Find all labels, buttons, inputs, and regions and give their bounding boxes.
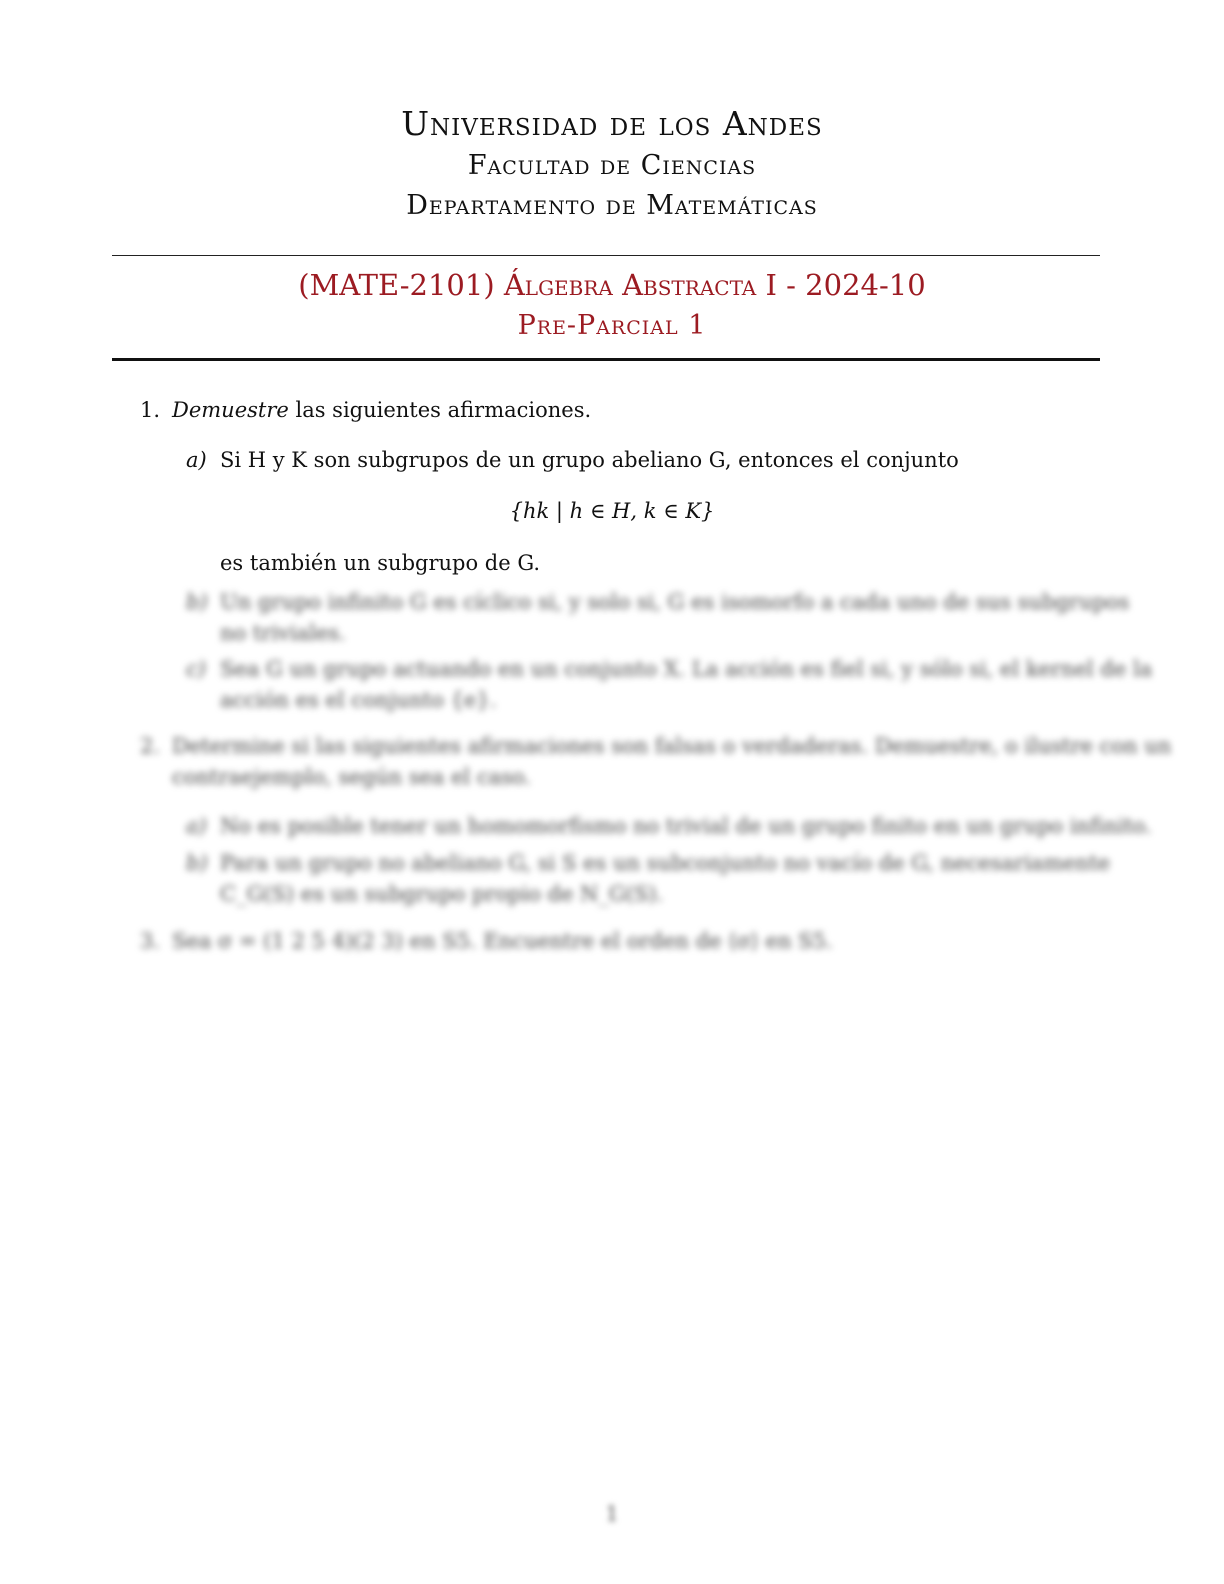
item-label: a) — [186, 448, 207, 472]
problem-number: 1. — [140, 398, 161, 422]
university-name: Universidad de los Andes — [401, 104, 823, 143]
set-expression: {hk | h ∈ H, k ∈ K} — [509, 499, 715, 523]
item-label: b) — [186, 590, 208, 614]
course-title — [0, 268, 1224, 302]
item-label: c) — [186, 657, 206, 681]
page-number: 1 — [605, 1502, 619, 1526]
item-2a-text: No es posible tener un homomorfismo no trivial de un grupo finito en un grupo infinito. — [220, 814, 1152, 838]
problem-2-line2: contraejemplo, según sea el caso. — [172, 765, 531, 789]
problem-number: 3. — [140, 929, 161, 953]
problem-2-line1: Determine si las siguientes afirmaciones son falsas o verdaderas. Demuestre, o ilustre con un — [172, 734, 1172, 758]
title-rule — [112, 358, 1100, 361]
item-a-conclusion: es también un subgrupo de G. — [220, 551, 541, 575]
course-code: (MATE-2101) — [298, 268, 495, 302]
item-a-text: Si H y K son subgrupos de un grupo abeliano G, entonces el conjunto — [220, 448, 959, 472]
problem-number: 2. — [140, 734, 161, 758]
item-2b-line1: Para un grupo no abeliano G, si S es un subconjunto no vacío de G, necesariamente — [220, 851, 1111, 875]
exam-title: Pre-Parcial 1 — [517, 310, 707, 341]
header-rule — [112, 255, 1100, 256]
item-c-line2: acción es el conjunto {e}. — [220, 688, 497, 712]
problem-3-text: Sea σ = (1 2 5 4)(2 3) en S5. Encuentre el orden de ⟨σ⟩ en S5. — [172, 929, 833, 953]
item-c-line1: Sea G un grupo actuando en un conjunto X. La acción es fiel si, y sólo si, el kernel de la — [220, 657, 1153, 681]
problem-intro — [172, 397, 591, 423]
emphasis: Demuestre — [172, 398, 289, 422]
item-label: b) — [186, 851, 208, 875]
item-2b-line2: C_G(S) es un subgrupo propio de N_G(S). — [220, 882, 664, 906]
course-term: - 2024-10 — [786, 268, 926, 302]
item-label: a) — [186, 814, 207, 838]
faculty-name: Facultad de Ciencias — [467, 150, 757, 181]
intro-text: las siguientes afirmaciones. — [288, 398, 592, 422]
item-b-line2: no triviales. — [220, 621, 346, 645]
course-name: Álgebra Abstracta I — [503, 268, 777, 302]
department-name: Departamento de Matemáticas — [406, 190, 818, 221]
item-b-line1: Un grupo infinito G es cíclico si, y solo si, G es isomorfo a cada uno de sus subgrupos — [220, 590, 1130, 614]
